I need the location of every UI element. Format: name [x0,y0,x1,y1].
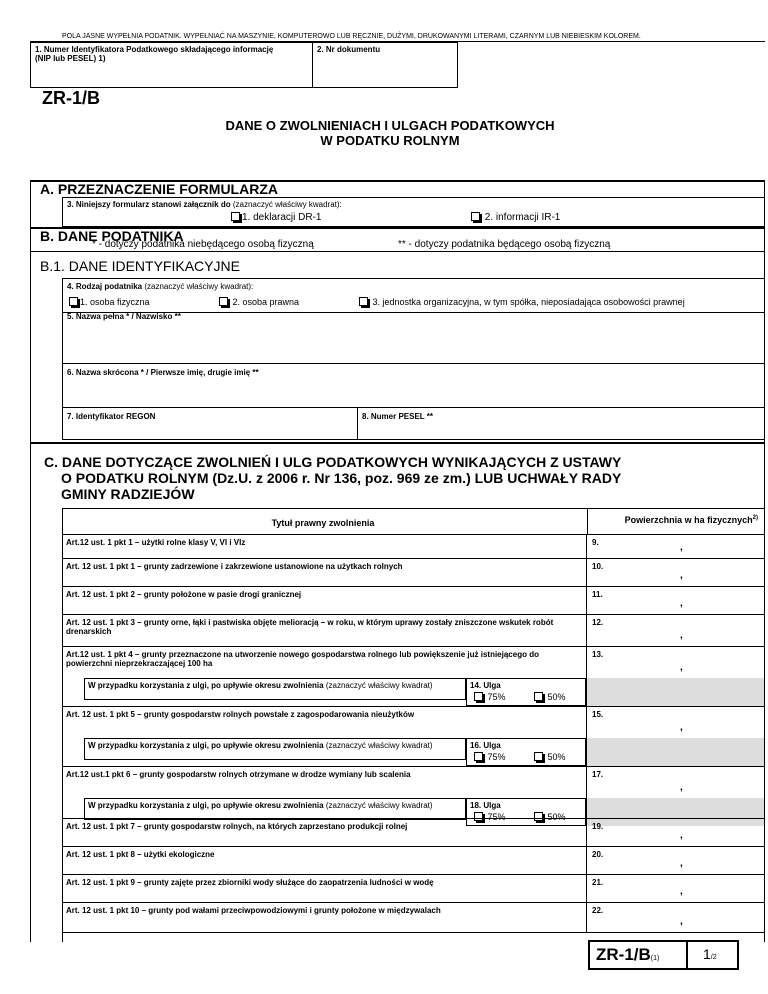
option-ir1[interactable]: 2. informacji IR-1 [471,212,560,223]
row-title: Art. 12 ust. 1 pkt 3 – grunty orne, łąki i pastwiska objęte melioracją – w roku, w którym uprawy zostały zniszczone wskutek robót drenarskich [66,618,554,636]
pesel-field[interactable] [357,408,765,440]
ulga-label: 16. Ulga [470,741,501,750]
footer-code-box [588,940,688,970]
decimal-comma: , [680,630,683,641]
area-input[interactable] [587,903,764,931]
page-title-line1: DANE O ZWOLNIENIACH I ULGACH PODATKOWYCH [225,118,555,133]
field-3 [62,197,765,227]
checkbox-organizational-unit[interactable] [359,297,368,306]
regon-label: 7. Identyfikator REGON [67,412,156,421]
field-4 [62,278,765,313]
row-divider [586,738,587,766]
row-title: Art.12 ust.1 pkt 6 – grunty gospodarstw rolnych otrzymane w drodze wymiany lub scalenia [66,770,411,779]
decimal-comma: , [680,782,683,793]
area-input[interactable] [587,847,764,873]
checkbox-ir1[interactable] [471,212,480,221]
nip-field[interactable] [30,42,313,88]
ulga-note: W przypadku korzystania z ulgi, po upływie okresu zwolnienia (zaznaczyć właściwy kwadrat) [88,741,433,750]
decimal-comma: , [680,722,683,733]
area-input[interactable] [587,707,764,737]
regon-field[interactable] [62,408,358,440]
row-title: Art. 12 ust. 1 pkt 10 – grunty pod wałami przeciwpowodziowymi i grunty położone w międzywalach [66,906,441,915]
section-b-heading: B. DANE PODATNIKA [40,228,184,244]
row-number: 11. [592,590,603,599]
row-number: 22. [592,906,604,915]
row-number: 17. [592,770,604,779]
area-input[interactable] [587,819,764,845]
checkbox-75[interactable] [474,752,483,761]
area-input[interactable] [587,535,764,557]
section-b-note2: ** - dotyczy podatnika będącego osobą fizyczną [398,239,611,250]
row-title: Art. 12 ust. 1 pkt 7 – grunty gospodarstw rolnych, na których zaprzestano produkcji rolnej [66,822,408,831]
ulga-label: 14. Ulga [470,681,501,690]
checkbox-legal-person[interactable] [219,297,228,306]
page-title [150,118,630,148]
area-input[interactable] [587,647,764,677]
area-input[interactable] [587,587,764,613]
checkbox-75[interactable] [474,812,483,821]
decimal-comma: , [680,916,683,927]
ulga-gray-area [586,738,764,766]
document-number-label: 2. Nr dokumentu [317,45,381,54]
ulga-option-75[interactable]: 75% [474,812,506,822]
checkbox-75[interactable] [474,692,483,701]
footer-page-box [687,940,739,970]
row-number: 19. [592,822,604,831]
option-dr1[interactable]: 1. deklaracji DR-1 [231,212,321,223]
row-number: 13. [592,650,604,659]
row-title: Art. 12 ust. 1 pkt 9 – grunty zajęte przez zbiorniki wody służące do zaopatrzenia ludności w wodę [66,878,434,887]
decimal-comma: , [680,542,683,553]
decimal-comma: , [680,858,683,869]
area-input[interactable] [587,615,764,645]
table-bottom [62,932,765,933]
ulga-note: W przypadku korzystania z ulgi, po upływie okresu zwolnienia (zaznaczyć właściwy kwadrat) [88,801,433,810]
row-number: 20. [592,850,604,859]
row-title: Art. 12 ust. 1 pkt 1 – grunty zadrzewione i zakrzewione ustanowione na użytkach rolnych [66,562,403,571]
ulga-option-75[interactable]: 75% [474,692,506,702]
ulga-option-50[interactable]: 50% [534,752,566,762]
row-number: 9. [592,538,599,547]
checkbox-50[interactable] [534,692,543,701]
row-title: Art.12 ust. 1 pkt 4 – grunty przeznaczone na utworzenie nowego gospodarstwa rolnego lub powiększenie już istniejącego do powierzchni nieprzekraczającej 100 ha [66,650,539,668]
ulga-label: 18. Ulga [470,801,501,810]
col-area-header: Powierzchnia w ha fizycznych$^{2)}$ [624,515,758,525]
top-note: POLA JASNE WYPEŁNIA PODATNIK. WYPEŁNIAĆ NA MASZYNIE, KOMPUTEROWO LUB RĘCZNIE, DUŻYMI, DRUKOWANYMI LITERAMI, CZARNYM LUB NIEBIESKIM KOLOREM. [62,33,641,40]
field-3-label: 3. Niniejszy formularz stanowi załącznik do (zaznaczyć właściwy kwadrat): [67,200,342,209]
decimal-comma: , [680,570,683,581]
pesel-label: 8. Numer PESEL ** [362,412,433,421]
row-number: 10. [592,562,604,571]
page-title-line2: W PODATKU ROLNYM [320,133,460,148]
section-b1-heading: B.1. DANE IDENTYFIKACYJNE [40,258,240,274]
row-title: Art. 12 ust. 1 pkt 2 – grunty położone w pasie drogi granicznej [66,590,302,599]
ulga-note: W przypadku korzystania z ulgi, po upływie okresu zwolnienia (zaznaczyć właściwy kwadrat) [88,681,433,690]
checkbox-50[interactable] [534,752,543,761]
field-4-label: 4. Rodzaj podatnika (zaznaczyć właściwy kwadrat): [67,282,254,291]
footer-code: ZR-1/B(1) [596,945,660,964]
area-input[interactable] [587,767,764,797]
row-title: Art. 12 ust. 1 pkt 5 – grunty gospodarstw rolnych powstałe z zagospodarowania nieużytków [66,710,415,719]
form-code: ZR-1/B [42,88,100,108]
checkbox-50[interactable] [534,812,543,821]
option-organizational-unit[interactable]: 3. jednostka organizacyjna, w tym spółka, nieposiadająca osobowości prawnej [359,297,685,307]
ulga-option-50[interactable]: 50% [534,692,566,702]
row-divider [586,678,587,706]
section-b-note1: * - dotyczy podatnika niebędącego osobą fizyczną [92,239,314,250]
row-number: 21. [592,878,604,887]
full-name-field[interactable] [62,312,765,364]
document-number-field[interactable] [312,42,458,88]
row-number: 15. [592,710,604,719]
option-natural-person[interactable]: 1. osoba fizyczna [69,297,150,307]
footer-page: 1/2 [703,946,717,962]
ulga-option-75[interactable]: 75% [474,752,506,762]
option-legal-person[interactable]: 2. osoba prawna [219,297,299,307]
row-title: Art.12 ust. 1 pkt 1 – użytki rolne klasy V, VI i VIz [66,538,246,547]
section-a-heading: A. PRZEZNACZENIE FORMULARZA [40,181,278,197]
decimal-comma: , [680,662,683,673]
short-name-label: 6. Nazwa skrócona * / Pierwsze imię, drugie imię ** [67,368,259,377]
checkbox-natural-person[interactable] [69,297,78,306]
short-name-field[interactable] [62,364,765,408]
decimal-comma: , [680,886,683,897]
checkbox-dr1[interactable] [231,212,240,221]
decimal-comma: , [680,830,683,841]
decimal-comma: , [680,598,683,609]
area-input[interactable] [587,559,764,585]
section-c-heading: C. DANE DOTYCZĄCE ZWOLNIEŃ I ULG PODATKOWYCH WYNIKAJĄCYCH Z USTAWY O PODATKU ROLNYM (Dz.U. z 2006 r. Nr 136, poz. 969 ze zm.) LUB UCHWAŁY RADY GMINY RADZIEJÓW [44,454,622,502]
nip-field-label: 1. Numer Identyfikatora Podatkowego składającego informację (NIP lub PESEL) 1) [35,45,274,63]
col-title-header: Tytuł prawny zwolnienia [271,518,375,528]
ulga-gray-area [586,678,764,706]
row-number: 12. [592,618,604,627]
ulga-option-50[interactable]: 50% [534,812,566,822]
area-input[interactable] [587,875,764,901]
row-title: Art. 12 ust. 1 pkt 8 – użytki ekologiczne [66,850,215,859]
full-name-label: 5. Nazwa pełna * / Nazwisko ** [67,312,181,321]
